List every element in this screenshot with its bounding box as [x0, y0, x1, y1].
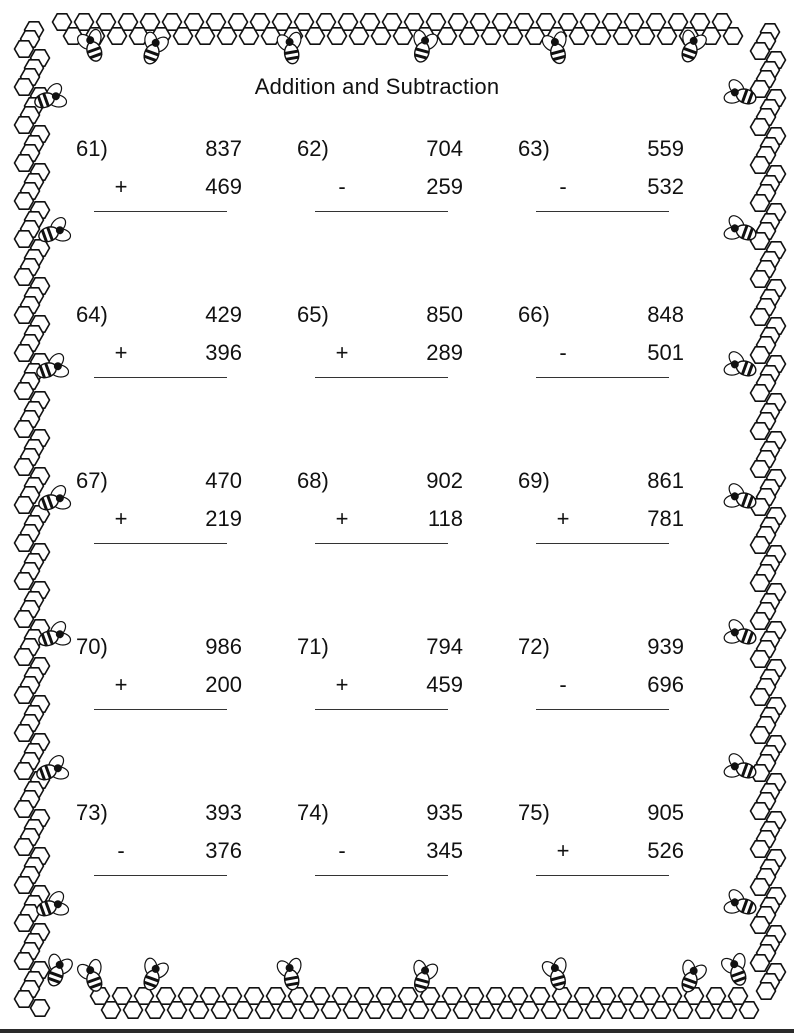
honeycomb-hexagon-icon: [751, 879, 770, 895]
honeycomb-hexagon-icon: [751, 347, 770, 363]
honeycomb-hexagon-icon: [751, 309, 770, 325]
top-operand: 935: [426, 800, 463, 825]
bee-icon: [717, 949, 756, 990]
honeycomb-hexagon-icon: [751, 157, 770, 173]
honeycomb-hexagon-icon: [757, 983, 776, 999]
answer-line: [536, 709, 669, 710]
honeycomb-hexagon-icon: [15, 649, 34, 665]
problem-number: 75): [518, 800, 550, 825]
honeycomb-hexagon-icon: [15, 155, 34, 171]
top-operand: 939: [647, 634, 684, 659]
honeycomb-hexagon-icon: [751, 195, 770, 211]
answer-line: [94, 543, 227, 544]
honeycomb-hexagon-icon: [15, 231, 34, 247]
problem-number: 63): [518, 136, 550, 161]
problem-number: 74): [297, 800, 329, 825]
bottom-operand: 526: [647, 838, 684, 863]
problem-number: 72): [518, 634, 550, 659]
problem-68: [297, 468, 477, 578]
problem-number: 62): [297, 136, 329, 161]
answer-line: [536, 211, 669, 212]
bottom-operand: 501: [647, 340, 684, 365]
bottom-operand: 289: [426, 340, 463, 365]
answer-line: [94, 377, 227, 378]
problem-69: [518, 468, 698, 578]
top-operand: 861: [647, 468, 684, 493]
honeycomb-hexagon-icon: [15, 269, 34, 285]
problem-61: [76, 136, 256, 246]
bottom-operand: 118: [427, 506, 463, 531]
honeycomb-hexagon-icon: [15, 497, 34, 513]
honeycomb-hexagon-icon: [15, 915, 34, 931]
honeycomb-hexagon-icon: [751, 955, 770, 971]
honeycomb-hexagon-icon: [751, 803, 770, 819]
honeycomb-hexagon-icon: [15, 117, 34, 133]
honeycomb-hexagon-icon: [15, 801, 34, 817]
operator: -: [117, 838, 125, 863]
problem-number: 73): [76, 800, 108, 825]
honeycomb-hexagon-icon: [751, 613, 770, 629]
honeycomb-hexagon-icon: [751, 119, 770, 135]
honeycomb-hexagon-icon: [15, 725, 34, 741]
top-operand: 704: [426, 136, 463, 161]
honeycomb-hexagon-icon: [15, 459, 34, 475]
bee-icon: [720, 749, 761, 788]
top-operand: 837: [205, 136, 242, 161]
honeycomb-hexagon-icon: [751, 917, 770, 933]
problem-74: [297, 800, 477, 910]
problem-73: [76, 800, 256, 910]
answer-line: [315, 875, 448, 876]
honeycomb-hexagon-icon: [751, 43, 770, 59]
bottom-operand: 200: [205, 672, 242, 697]
operator: +: [335, 340, 349, 365]
bottom-operand: 696: [647, 672, 684, 697]
honeycomb-hexagon-icon: [31, 1000, 50, 1016]
problem-number: 64): [76, 302, 108, 327]
operator: +: [114, 672, 128, 697]
operator: +: [335, 672, 349, 697]
problem-70: [76, 634, 256, 744]
bottom-operand: 459: [426, 672, 463, 697]
honeycomb-hexagon-icon: [15, 345, 34, 361]
answer-line: [94, 875, 227, 876]
operator: +: [556, 506, 570, 531]
bottom-operand: 376: [205, 838, 242, 863]
operator: -: [559, 672, 567, 697]
bee-icon: [273, 955, 308, 992]
honeycomb-hexagon-icon: [15, 611, 34, 627]
problem-62: [297, 136, 477, 246]
operator: +: [114, 340, 128, 365]
honeycomb-hexagon-icon: [751, 689, 770, 705]
top-operand: 848: [647, 302, 684, 327]
top-operand: 850: [426, 302, 463, 327]
answer-line: [536, 377, 669, 378]
problem-65: [297, 302, 477, 412]
problem-number: 65): [297, 302, 329, 327]
operator: -: [559, 340, 567, 365]
honeycomb-hexagon-icon: [15, 839, 34, 855]
answer-line: [94, 211, 227, 212]
problem-number: 67): [76, 468, 108, 493]
problem-67: [76, 468, 256, 578]
top-operand: 905: [647, 800, 684, 825]
bottom-operand: 219: [205, 506, 242, 531]
answer-line: [536, 875, 669, 876]
problem-72: [518, 634, 698, 744]
honeycomb-hexagon-icon: [15, 41, 34, 57]
operator: -: [338, 174, 346, 199]
honeycomb-hexagon-icon: [740, 1002, 759, 1018]
honeycomb-hexagon-icon: [751, 461, 770, 477]
top-operand: 559: [647, 136, 684, 161]
top-operand: 393: [205, 800, 242, 825]
honeycomb-hexagon-icon: [15, 763, 34, 779]
honeycomb-hexagon-icon: [751, 727, 770, 743]
honeycomb-hexagon-icon: [15, 687, 34, 703]
bottom-operand: 396: [205, 340, 242, 365]
problem-number: 68): [297, 468, 329, 493]
problem-66: [518, 302, 698, 412]
answer-line: [315, 211, 448, 212]
operator: +: [335, 506, 349, 531]
operator: -: [559, 174, 567, 199]
top-operand: 986: [205, 634, 242, 659]
problem-75: [518, 800, 698, 910]
honeycomb-hexagon-icon: [724, 28, 743, 44]
honeycomb-hexagon-icon: [15, 953, 34, 969]
honeycomb-hexagon-icon: [15, 421, 34, 437]
operator: +: [114, 506, 128, 531]
operator: +: [114, 174, 128, 199]
answer-line: [315, 543, 448, 544]
operator: +: [556, 838, 570, 863]
honeycomb-hexagon-icon: [15, 535, 34, 551]
honeycomb-hexagon-icon: [751, 537, 770, 553]
honeycomb-hexagon-icon: [751, 385, 770, 401]
operator: -: [338, 838, 346, 863]
problem-71: [297, 634, 477, 744]
honeycomb-hexagon-icon: [751, 423, 770, 439]
problem-number: 70): [76, 634, 108, 659]
honeycomb-hexagon-icon: [15, 383, 34, 399]
answer-line: [315, 709, 448, 710]
bottom-operand: 345: [426, 838, 463, 863]
answer-line: [536, 543, 669, 544]
honeycomb-hexagon-icon: [15, 877, 34, 893]
problem-63: [518, 136, 698, 246]
honeycomb-hexagon-icon: [751, 841, 770, 857]
honeycomb-hexagon-icon: [15, 991, 34, 1007]
top-operand: 470: [205, 468, 242, 493]
honeycomb-hexagon-icon: [751, 271, 770, 287]
bottom-operand: 259: [426, 174, 463, 199]
problem-number: 69): [518, 468, 550, 493]
top-operand: 902: [426, 468, 463, 493]
top-operand: 794: [426, 634, 463, 659]
problem-number: 61): [76, 136, 108, 161]
honeycomb-hexagon-icon: [751, 575, 770, 591]
answer-line: [315, 377, 448, 378]
worksheet-title: Addition and Subtraction: [254, 74, 500, 99]
honeycomb-hexagon-icon: [15, 193, 34, 209]
problem-64: [76, 302, 256, 412]
honeycomb-hexagon-icon: [751, 651, 770, 667]
bottom-operand: 781: [647, 506, 684, 531]
page-bottom-rule: [0, 1029, 794, 1033]
bottom-operand: 532: [647, 174, 684, 199]
answer-line: [94, 709, 227, 710]
honeycomb-hexagon-icon: [15, 573, 34, 589]
problem-number: 66): [518, 302, 550, 327]
top-operand: 429: [205, 302, 242, 327]
problem-number: 71): [297, 634, 329, 659]
bottom-operand: 469: [205, 174, 242, 199]
honeycomb-hexagon-icon: [15, 307, 34, 323]
